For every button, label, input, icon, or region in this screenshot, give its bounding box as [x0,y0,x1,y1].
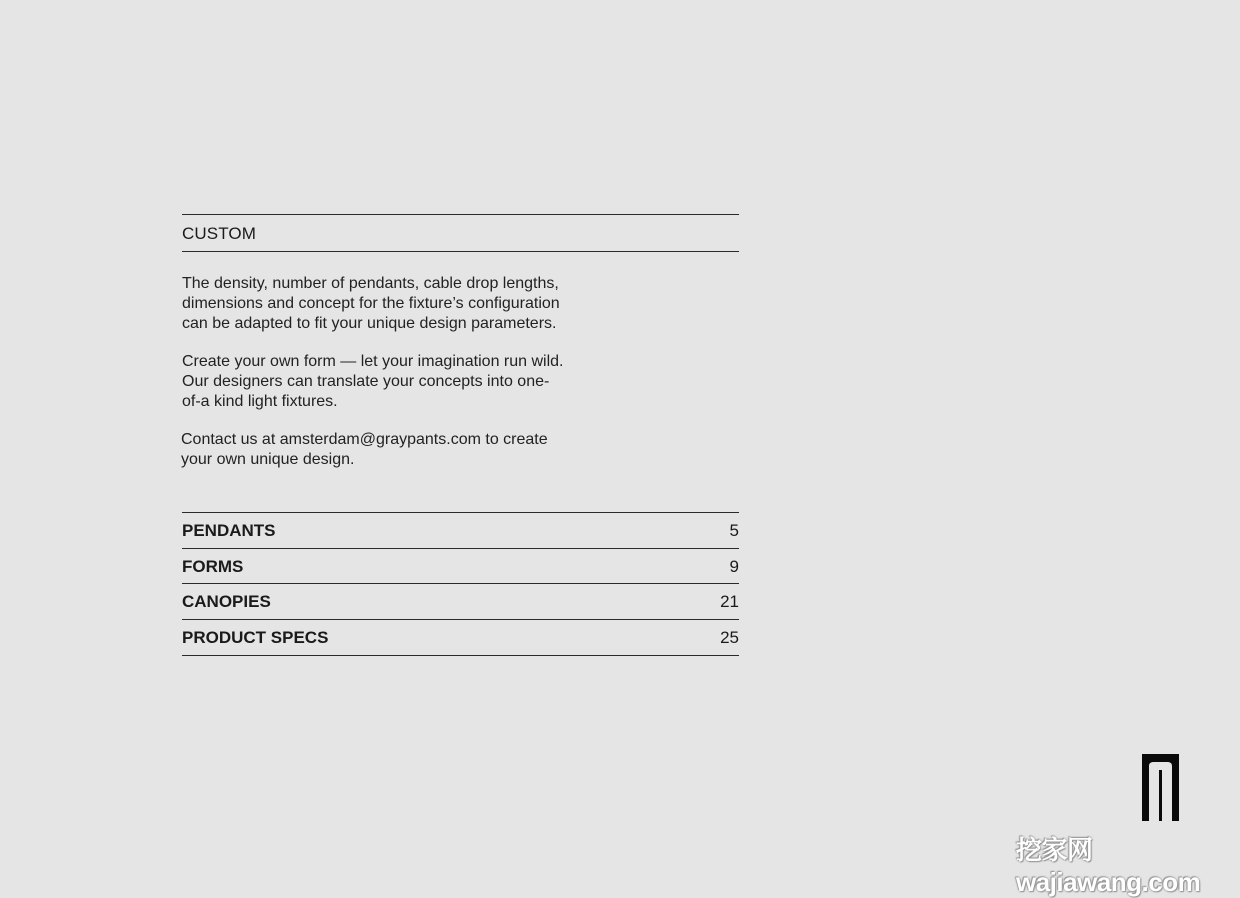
toc-item-label: PRODUCT SPECS [182,627,329,647]
toc-item-label: FORMS [182,556,244,576]
watermark-text: 挖家网 wajiawang.com [1016,835,1201,897]
section-bottom-rule [182,251,739,252]
toc-item-page: 25 [720,627,739,647]
paragraph-line: can be adapted to fit your unique design parameters. [182,315,557,332]
paragraph-line: The density, number of pendants, cable drop lengths, [182,275,559,292]
toc-rule [182,655,739,656]
toc-item-page: 5 [729,520,739,540]
toc-item-page: 9 [729,556,739,576]
toc-item-forms[interactable] [182,549,739,584]
section-top-rule [182,214,739,215]
toc-item-canopies[interactable] [182,584,739,619]
toc-item-label: PENDANTS [182,520,276,540]
contact-paragraph [181,430,621,470]
graypants-logo-icon [1142,754,1179,821]
description-paragraph [182,274,622,334]
paragraph-line: Contact us at amsterdam@graypants.com to create [181,431,548,448]
toc-item-product-specs[interactable] [182,620,739,655]
paragraph-line: your own unique design. [181,451,355,468]
toc-item-pendants[interactable] [182,513,739,548]
toc-item-label: CANOPIES [182,591,271,611]
paragraph-line: of-a kind light fixtures. [182,393,338,410]
section-title: CUSTOM [182,224,256,243]
paragraph-line: dimensions and concept for the fixture’s configuration [182,295,560,312]
paragraph-line: Our designers can translate your concepts into one- [182,373,550,390]
paragraph-line: Create your own form — let your imagination run wild. [182,353,564,370]
imagination-paragraph [182,352,622,412]
toc-item-page: 21 [720,591,739,611]
